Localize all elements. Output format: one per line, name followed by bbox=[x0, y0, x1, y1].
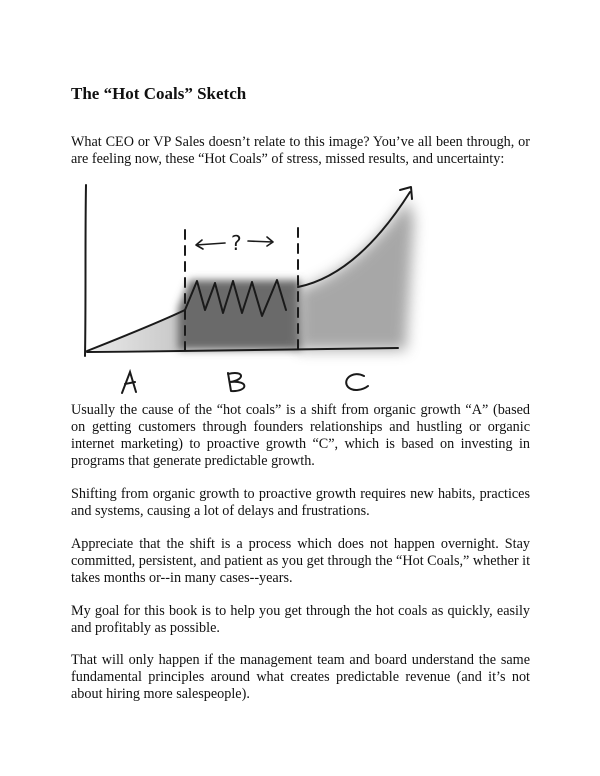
right-arrow-icon bbox=[248, 237, 273, 246]
region-b-shading bbox=[178, 280, 302, 350]
body-paragraph-1: Usually the cause of the “hot coals” is a shift from organic growth “A” (based on getting customers through founders relationships and hustling or organic internet marketing) to proactive growth “C”, which is based on investing in programs that generate predictable growth. bbox=[71, 402, 530, 469]
intro-paragraph: What CEO or VP Sales doesn’t relate to this image? You’ve all been through, or are feeling now, these “Hot Coals” of stress, missed results, and uncertainty: bbox=[71, 134, 530, 167]
y-axis bbox=[85, 185, 86, 356]
body-paragraph-4: My goal for this book is to help you get through the hot coals as quickly, easily and profitably as possible. bbox=[71, 603, 530, 636]
hot-coals-sketch bbox=[70, 180, 430, 400]
left-arrow-icon bbox=[196, 240, 225, 249]
label-b bbox=[228, 373, 244, 391]
label-a bbox=[122, 372, 136, 393]
body-paragraph-2: Shifting from organic growth to proactive growth requires new habits, practices and systems, causing a lot of delays and frustrations. bbox=[71, 486, 530, 519]
body-paragraph-3: Appreciate that the shift is a process which does not happen overnight. Stay committed, persistent, and patient as you get through the “Hot Coals,” whether it takes months or--in many cases--years. bbox=[71, 536, 531, 586]
question-label: ? bbox=[231, 231, 242, 255]
label-c bbox=[346, 374, 368, 390]
section-title: The “Hot Coals” Sketch bbox=[71, 84, 247, 103]
body-paragraph-5: That will only happen if the management team and board understand the same fundamental principles around what creates predictable revenue (and it’s not about hiring more salespeople). bbox=[71, 652, 530, 702]
region-c-shading bbox=[298, 200, 414, 350]
